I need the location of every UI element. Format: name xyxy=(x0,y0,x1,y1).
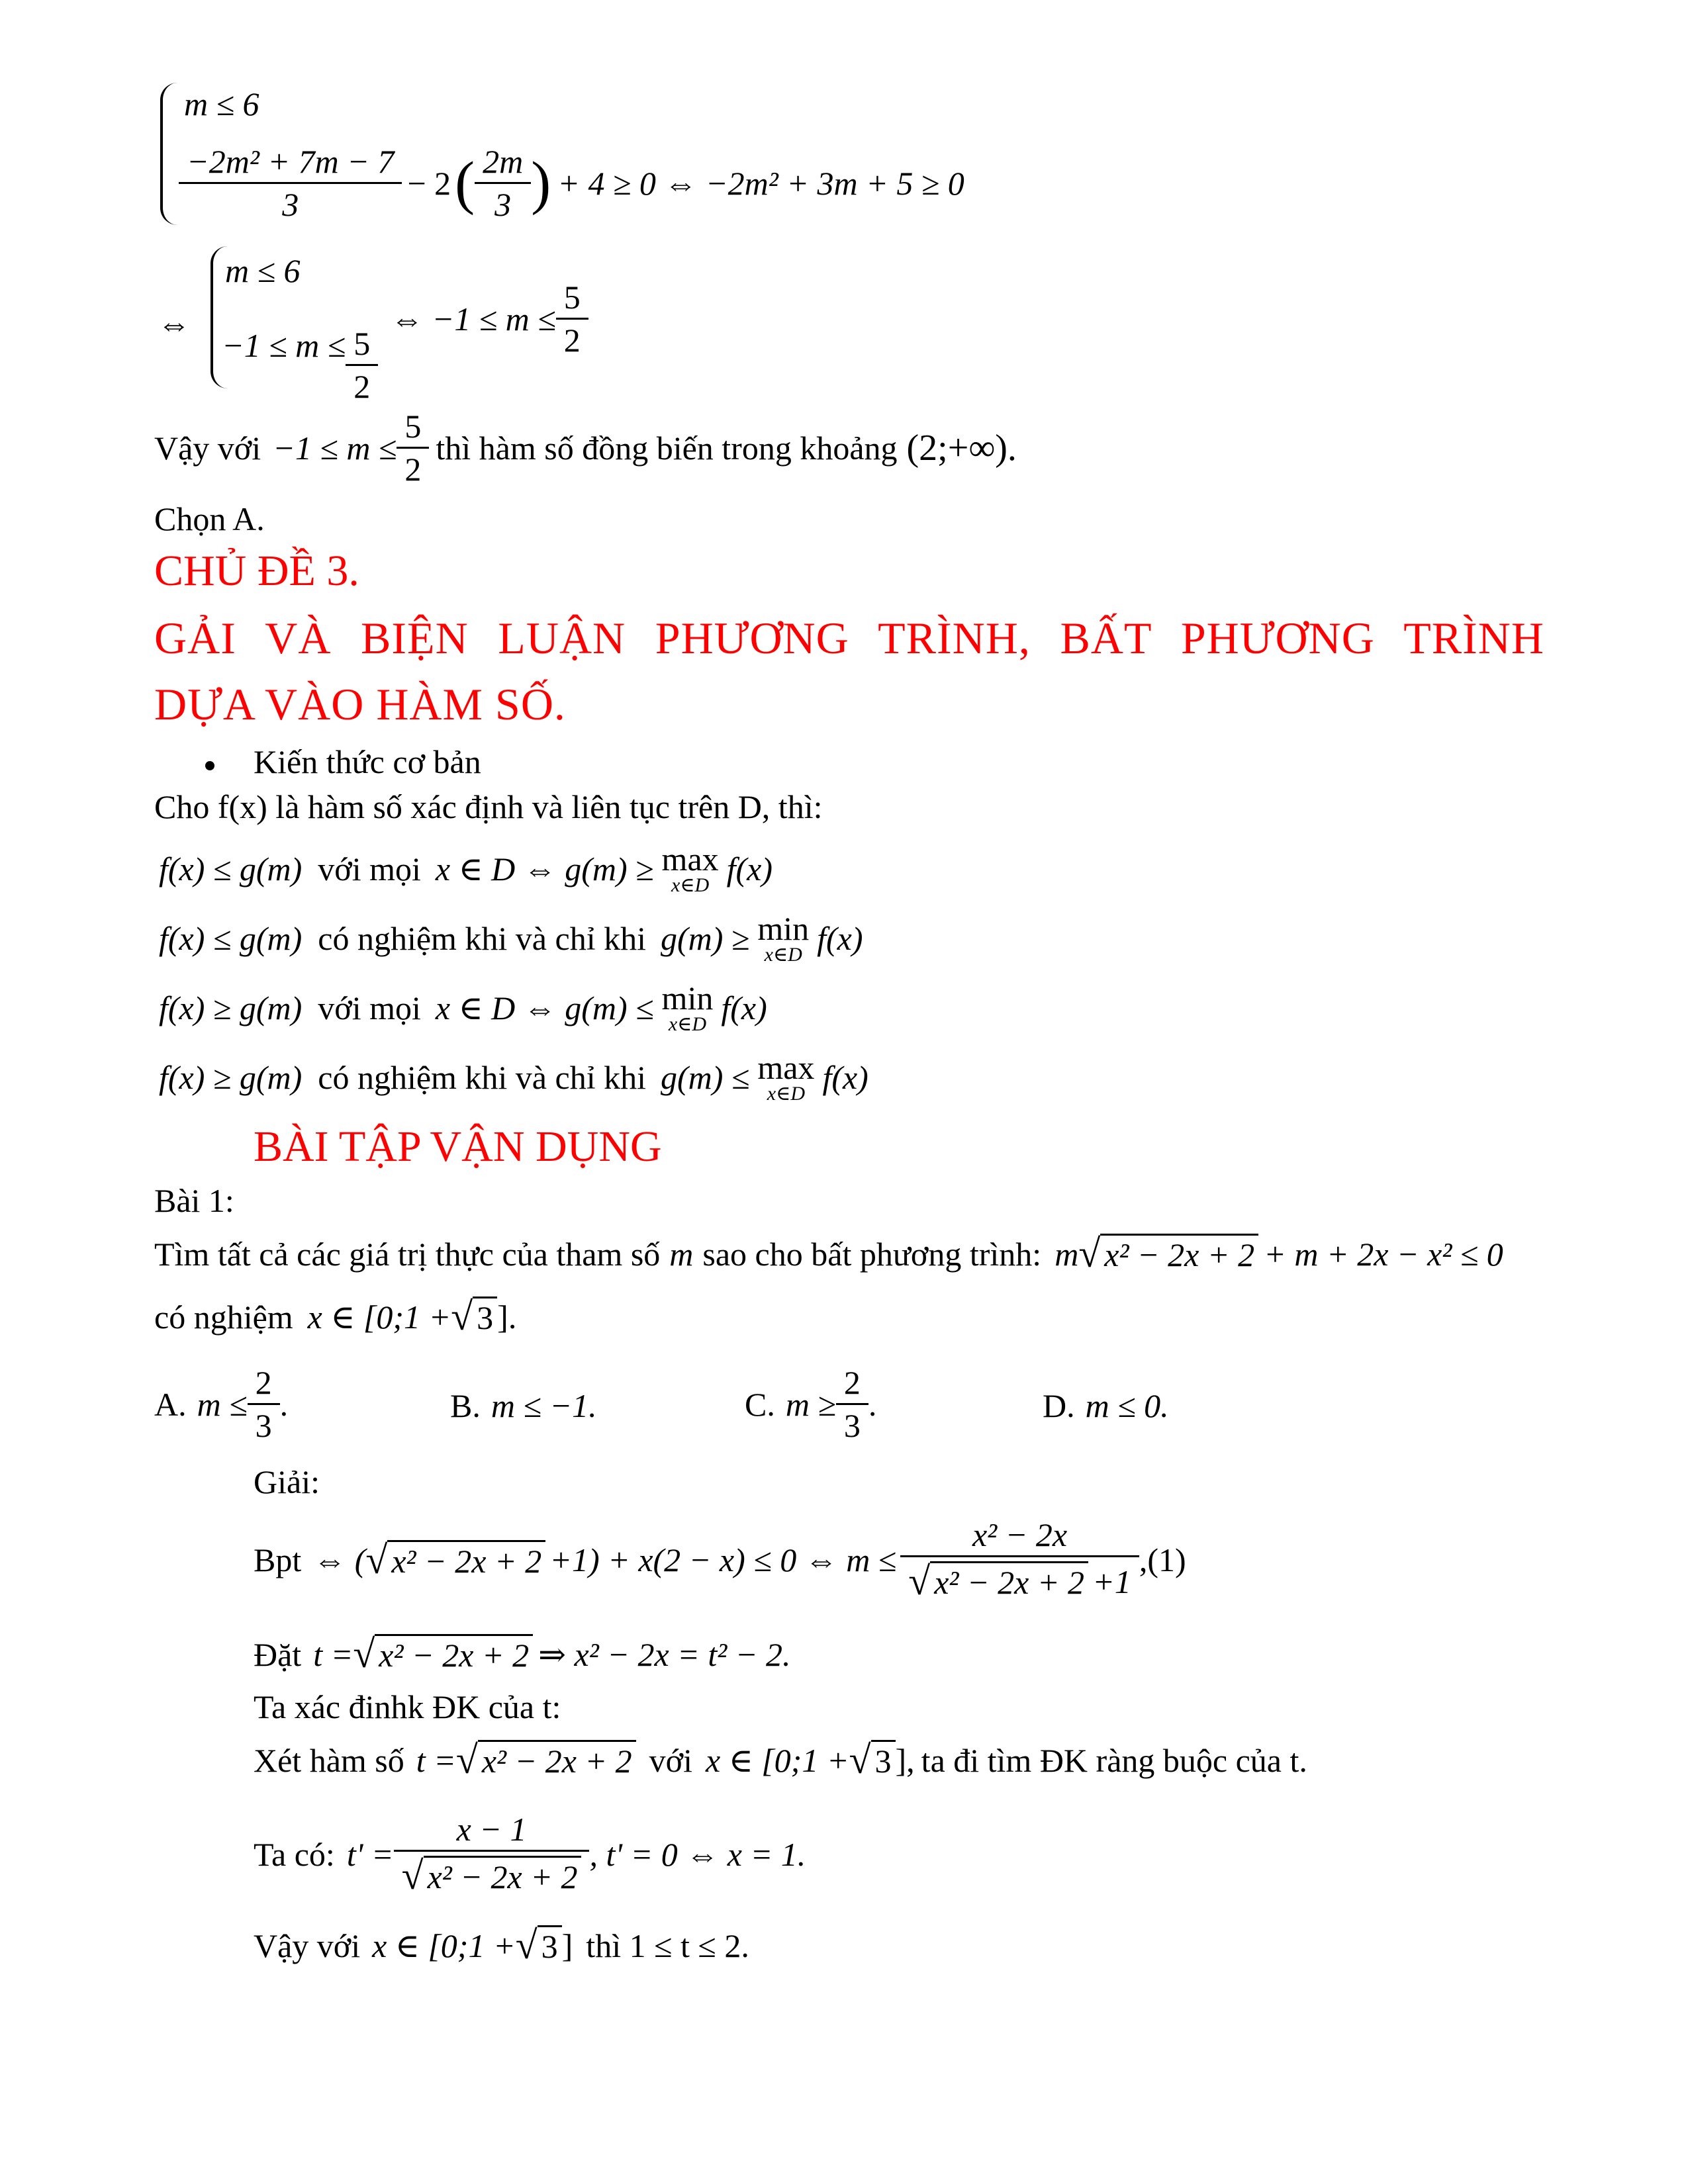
rule-cond: g(m) ≥ xyxy=(660,919,750,957)
solution-vay-dom-post: ] xyxy=(561,1927,573,1964)
option-a-pre: m ≤ xyxy=(197,1385,248,1423)
system-brace-1 xyxy=(160,83,177,225)
system1-denominator: 3 xyxy=(179,182,402,224)
conclusion-prefix: Vậy với xyxy=(154,429,261,467)
option-a-label: A. xyxy=(154,1385,187,1423)
problem-domain-rad: 3 xyxy=(473,1297,497,1337)
problem-line2 xyxy=(154,1294,516,1340)
solution-vay-dom-rad: 3 xyxy=(538,1925,562,1966)
option-c-label: C. xyxy=(745,1385,775,1423)
conclusion-ineq: −1 ≤ m ≤ xyxy=(273,429,397,467)
problem-line2-text: có nghiệm xyxy=(154,1298,293,1336)
conclusion-interval: (2;+∞). xyxy=(906,427,1017,469)
conclusion-num: 5 xyxy=(404,408,422,445)
system1-tail: + 4 ≥ 0 ⇔ −2m² + 3m + 5 ≥ 0 xyxy=(557,164,964,202)
bullet-icon xyxy=(205,761,214,770)
option-a-num: 2 xyxy=(255,1364,272,1401)
sqrt-icon: √ xyxy=(401,1854,424,1897)
solution-bpt-den-rad: x² − 2x + 2 xyxy=(930,1561,1088,1602)
option-c-post: . xyxy=(868,1385,877,1423)
rule-cond: x ∈ D ⇔ g(m) ≤ xyxy=(435,989,654,1026)
rule-op-under: x∈D xyxy=(764,943,802,966)
option-a-frac xyxy=(252,1363,276,1445)
system2-frac-den: 2 xyxy=(346,364,378,406)
rule-op xyxy=(662,981,714,1034)
system1-inner-num: 2m xyxy=(483,143,524,180)
problem-param: m xyxy=(669,1235,694,1273)
basics-intro: Cho f(x) là hàm số xác định và liên tục trên D, thì: xyxy=(154,788,823,825)
rule-op-name: min xyxy=(661,979,714,1017)
rule-op-name: max xyxy=(661,840,719,878)
rule-rhs: f(x) xyxy=(721,989,767,1026)
solution-xet-tail: ta đi tìm ĐK ràng buộc của t. xyxy=(921,1741,1307,1779)
paren-close: ) xyxy=(531,150,551,216)
system2-line1: m ≤ 6 xyxy=(225,252,301,289)
solution-taco-num: x − 1 xyxy=(456,1811,527,1848)
rule-lhs: f(x) ≥ g(m) xyxy=(159,1058,303,1096)
solution-dat-label: Đặt xyxy=(254,1635,302,1673)
sqrt-icon: √ xyxy=(353,1632,375,1676)
basics-label: Kiến thức cơ bản xyxy=(254,743,481,780)
system2-frac-num: 5 xyxy=(353,325,371,362)
rule-text: với mọi xyxy=(318,989,421,1026)
rule-cond: x ∈ D ⇔ g(m) ≥ xyxy=(435,850,654,887)
system2-arrow: ⇔ xyxy=(158,305,191,342)
rule-op-name: min xyxy=(757,909,810,947)
solution-xet-rad: x² − 2x + 2 xyxy=(478,1740,636,1780)
system2-line2 xyxy=(222,304,378,405)
topic-subtitle-1: GẢI VÀ BIỆN LUẬN PHƯƠNG TRÌNH, BẤT PHƯƠNG TRÌNH xyxy=(154,613,1544,663)
solution-vay xyxy=(254,1923,749,1968)
solution-xet-with: với xyxy=(649,1741,693,1779)
topic-title: CHỦ ĐỀ 3. xyxy=(154,547,359,595)
problem-expr-post: + m + 2x − x² ≤ 0 xyxy=(1264,1235,1503,1273)
conclusion-suffix: thì hàm số đồng biến trong khoảng xyxy=(436,429,898,467)
conclusion-frac xyxy=(400,407,425,488)
solution-label: Giải: xyxy=(254,1463,320,1500)
rule-op-under: x∈D xyxy=(767,1082,805,1105)
rule-row xyxy=(159,1042,868,1112)
option-a[interactable] xyxy=(154,1363,288,1445)
system2-result-ineq: ⇔ −1 ≤ m ≤ xyxy=(391,300,556,338)
rule-rhs: f(x) xyxy=(726,850,773,887)
paren-open: ( xyxy=(455,150,475,216)
problem-domain-post: ]. xyxy=(497,1298,517,1336)
conclusion-line xyxy=(154,407,1017,488)
rule-op-name: max xyxy=(757,1048,815,1086)
rule-lhs: f(x) ≤ g(m) xyxy=(159,850,303,887)
rule-row xyxy=(159,903,868,973)
solution-xet-dom-rad: 3 xyxy=(871,1740,896,1780)
problem-domain-pre: x ∈ [0;1 + xyxy=(307,1298,451,1336)
system2-result-num: 5 xyxy=(563,279,581,316)
solution-bpt-den xyxy=(900,1555,1139,1604)
option-b[interactable] xyxy=(450,1387,597,1425)
system1-fraction xyxy=(183,142,398,224)
system2-result xyxy=(391,278,588,359)
solution-taco-label: Ta có: xyxy=(254,1836,335,1873)
system1-numerator: −2m² + 7m − 7 xyxy=(187,143,395,180)
sqrt-icon: √ xyxy=(365,1537,388,1582)
option-b-label: B. xyxy=(450,1387,481,1424)
problem-line1 xyxy=(154,1231,1503,1277)
system1-inner-fraction xyxy=(479,142,527,224)
problem-expr-rad: x² − 2x + 2 xyxy=(1100,1234,1258,1274)
solution-xet-label: Xét hàm số xyxy=(254,1741,404,1779)
solution-taco-den xyxy=(394,1850,590,1899)
option-c-frac xyxy=(840,1363,865,1445)
solution-bpt-rad: x² − 2x + 2 xyxy=(387,1540,545,1580)
solution-bpt-frac xyxy=(904,1516,1135,1604)
solution-xet-dom-post: ], xyxy=(895,1741,915,1779)
rule-text: có nghiệm khi và chỉ khi xyxy=(318,1058,646,1096)
option-c-num: 2 xyxy=(843,1364,861,1401)
solution-taco-a: t' = xyxy=(346,1836,394,1873)
solution-dat-b: ⇒ x² − 2x = t² − 2. xyxy=(538,1635,791,1673)
option-c[interactable] xyxy=(745,1363,876,1445)
sqrt-icon: √ xyxy=(451,1295,473,1338)
sqrt-icon: √ xyxy=(515,1923,538,1967)
choose-answer: Chọn A. xyxy=(154,500,265,537)
rule-row xyxy=(159,834,868,903)
solution-dk: Ta xác đinhk ĐK của t: xyxy=(254,1688,561,1725)
system1-line2 xyxy=(179,142,964,224)
system1-mid: − 2 xyxy=(407,164,451,202)
solution-taco-b: , t' = 0 ⇔ x = 1. xyxy=(589,1836,806,1873)
rule-text: với mọi xyxy=(318,850,421,887)
solution-xet-a: t = xyxy=(416,1741,456,1779)
option-d[interactable] xyxy=(1043,1387,1169,1425)
solution-vay-dom-pre: x ∈ [0;1 + xyxy=(372,1927,516,1964)
solution-dat-rad: x² − 2x + 2 xyxy=(375,1634,533,1674)
system1-inner-den: 3 xyxy=(475,182,531,224)
solution-bpt-label: Bpt xyxy=(254,1541,302,1578)
solution-vay-tail: thì 1 ≤ t ≤ 2. xyxy=(586,1927,749,1964)
sqrt-icon: √ xyxy=(1078,1232,1101,1275)
option-c-den: 3 xyxy=(836,1403,868,1445)
solution-vay-label: Vậy với xyxy=(254,1927,361,1964)
solution-dat-a: t = xyxy=(313,1635,353,1673)
problem-expr-pre: m xyxy=(1055,1235,1079,1273)
rule-rhs: f(x) xyxy=(822,1058,868,1096)
solution-xet-dom-pre: x ∈ [0;1 + xyxy=(706,1741,849,1779)
system2-result-frac xyxy=(560,278,585,359)
option-a-den: 3 xyxy=(248,1403,280,1445)
solution-bpt-a: ⇔ ( xyxy=(313,1541,366,1578)
solution-bpt xyxy=(254,1516,1186,1604)
rule-text: có nghiệm khi và chỉ khi xyxy=(318,919,646,957)
rule-op xyxy=(757,909,810,966)
exercises-title: BÀI TẬP VẬN DỤNG xyxy=(254,1122,662,1171)
rules-list xyxy=(159,834,868,1112)
problem-text2: sao cho bất phương trình: xyxy=(702,1235,1042,1273)
option-c-pre: m ≥ xyxy=(785,1385,836,1423)
topic-subtitle-2: DỰA VÀO HÀM SỐ. xyxy=(154,679,566,729)
solution-taco xyxy=(254,1810,806,1899)
option-d-label: D. xyxy=(1043,1387,1075,1424)
system2-frac xyxy=(350,324,374,406)
system2-ineq: −1 ≤ m ≤ xyxy=(222,326,346,364)
solution-bpt-tail: ,(1) xyxy=(1139,1541,1186,1578)
solution-bpt-num: x² − 2x xyxy=(972,1516,1068,1553)
problem-text: Tìm tất cả các giá trị thực của tham số xyxy=(154,1235,661,1273)
rule-op-under: x∈D xyxy=(671,874,710,896)
system2-result-den: 2 xyxy=(556,318,588,359)
rule-row xyxy=(159,973,868,1042)
solution-bpt-b: +1) + x(2 − x) ≤ 0 ⇔ m ≤ xyxy=(549,1541,897,1578)
conclusion-den: 2 xyxy=(397,447,429,488)
option-d-text: m ≤ 0. xyxy=(1085,1387,1169,1424)
rule-op xyxy=(757,1048,815,1105)
solution-taco-frac xyxy=(398,1810,586,1899)
rule-op xyxy=(662,842,719,895)
solution-xet xyxy=(254,1737,1307,1783)
rule-op-under: x∈D xyxy=(668,1013,707,1035)
solution-bpt-den-post: +1 xyxy=(1092,1563,1131,1600)
system1-line1: m ≤ 6 xyxy=(184,85,259,122)
bai1-label: Bài 1: xyxy=(154,1182,234,1219)
option-b-text: m ≤ −1. xyxy=(491,1387,597,1424)
sqrt-icon: √ xyxy=(849,1738,871,1782)
rule-cond: g(m) ≤ xyxy=(660,1058,750,1096)
option-a-post: . xyxy=(279,1385,289,1423)
solution-dat xyxy=(254,1631,791,1677)
rule-lhs: f(x) ≤ g(m) xyxy=(159,919,303,957)
rule-lhs: f(x) ≥ g(m) xyxy=(159,989,303,1026)
sqrt-icon: √ xyxy=(455,1738,478,1782)
rule-rhs: f(x) xyxy=(817,919,863,957)
solution-taco-den-rad: x² − 2x + 2 xyxy=(424,1856,582,1896)
sqrt-icon: √ xyxy=(908,1559,931,1603)
